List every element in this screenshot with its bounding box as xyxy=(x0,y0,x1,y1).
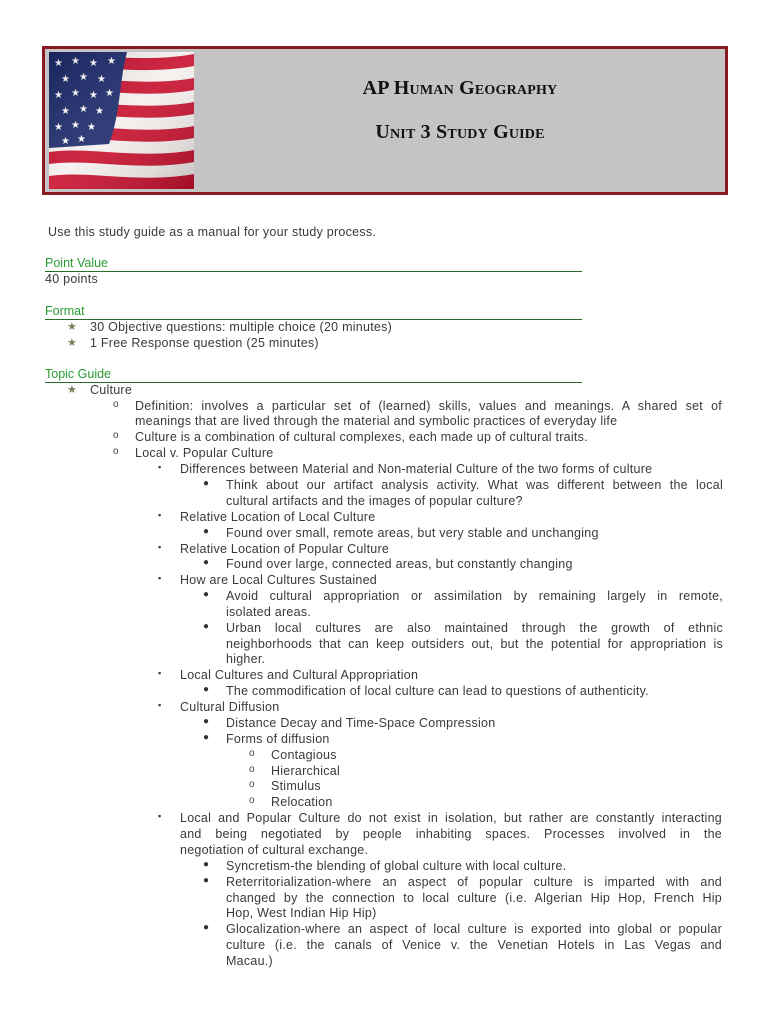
circle-bullet-icon: o xyxy=(113,399,119,410)
header-banner xyxy=(42,46,728,195)
circle-bullet-icon: o xyxy=(249,748,255,759)
reterr-line: Reterritorialization-where an aspect of popular culture is imparted with and xyxy=(226,875,722,889)
rel-local-text: Relative Location of Local Culture xyxy=(180,510,376,524)
appropriation-text: Local Cultures and Cultural Appropriation xyxy=(180,668,419,682)
dot-bullet-icon: ● xyxy=(203,732,210,743)
syncretism-text: Syncretism-the blending of global culture with local culture. xyxy=(226,859,567,873)
dot-bullet-icon: ● xyxy=(203,922,210,933)
artifact-line: Think about our artifact analysis activity. What was different between the local xyxy=(226,478,723,492)
glocal-line: culture (i.e. the canals of Venice v. the Venetian Hotels in Las Vegas and xyxy=(226,938,722,952)
differences-text: Differences between Material and Non-material Culture of the two forms of culture xyxy=(180,462,653,476)
local-v-popular: Local v. Popular Culture xyxy=(135,446,274,460)
definition-line: Definition: involves a particular set of (learned) skills, values and meanings. A shared set of xyxy=(135,399,722,413)
dot-bullet-icon: ● xyxy=(203,716,210,727)
rel-popular-detail: Found over large, connected areas, but constantly changing xyxy=(226,557,573,571)
square-bullet-icon: ▪ xyxy=(158,462,162,472)
square-bullet-icon: ▪ xyxy=(158,668,162,678)
dot-bullet-icon: ● xyxy=(203,526,210,537)
reterr-line: changed by the connection to local culture (i.e. Algerian Hip Hop, French Hip xyxy=(226,891,722,905)
circle-bullet-icon: o xyxy=(113,430,119,441)
interacting-line: and being negotiated by people inhabiting spaces. Processes involved in the xyxy=(180,827,722,841)
circle-bullet-icon: o xyxy=(249,779,255,790)
format-item: 1 Free Response question (25 minutes) xyxy=(90,336,319,350)
american-flag-image xyxy=(49,52,194,189)
star-bullet-icon: ★ xyxy=(67,384,77,396)
point-value: 40 points xyxy=(45,272,98,286)
dot-bullet-icon: ● xyxy=(203,684,210,695)
glocal-line: Glocalization-where an aspect of local culture is exported into global or popular xyxy=(226,922,722,936)
sustained-text: How are Local Cultures Sustained xyxy=(180,573,377,587)
dot-bullet-icon: ● xyxy=(203,478,210,489)
document-title: AP Human Geography xyxy=(362,77,558,99)
intro-text: Use this study guide as a manual for your study process. xyxy=(48,225,377,239)
square-bullet-icon: ▪ xyxy=(158,542,162,552)
star-bullet-icon: ★ xyxy=(67,321,77,333)
distance-decay-text: Distance Decay and Time-Space Compression xyxy=(226,716,496,730)
urban-line: higher. xyxy=(226,652,266,666)
interacting-line: negotiation of cultural exchange. xyxy=(180,843,369,857)
circle-bullet-icon: o xyxy=(249,795,255,806)
complexes-text: Culture is a combination of cultural complexes, each made up of cultural traits. xyxy=(135,430,588,444)
dot-bullet-icon: ● xyxy=(203,589,210,600)
avoid-line: Avoid cultural appropriation or assimilation by remaining largely in remote, xyxy=(226,589,723,603)
reterr-line: Hop, West Indian Hip Hip) xyxy=(226,906,377,920)
square-bullet-icon: ▪ xyxy=(158,510,162,520)
diffusion-form: Stimulus xyxy=(271,779,321,793)
urban-line: neighborhoods that can keep outsiders out, but the potential for appropriation is xyxy=(226,637,723,651)
circle-bullet-icon: o xyxy=(249,764,255,775)
definition-line: meanings that are lived through the material and symbolic practices of everyday life xyxy=(135,414,618,428)
dot-bullet-icon: ● xyxy=(203,557,210,568)
glocal-line: Macau.) xyxy=(226,954,273,968)
avoid-line: isolated areas. xyxy=(226,605,312,619)
format-item: 30 Objective questions: multiple choice (20 minutes) xyxy=(90,320,393,334)
dot-bullet-icon: ● xyxy=(203,875,210,886)
diffusion-form: Contagious xyxy=(271,748,337,762)
rel-popular-text: Relative Location of Popular Culture xyxy=(180,542,390,556)
diffusion-text: Cultural Diffusion xyxy=(180,700,280,714)
star-bullet-icon: ★ xyxy=(67,337,77,349)
rel-local-detail: Found over small, remote areas, but very stable and unchanging xyxy=(226,526,599,540)
topic-guide-heading: Topic Guide xyxy=(45,367,582,383)
forms-text: Forms of diffusion xyxy=(226,732,330,746)
square-bullet-icon: ▪ xyxy=(158,811,162,821)
commodification-text: The commodification of local culture can lead to questions of authenticity. xyxy=(226,684,649,698)
artifact-line: cultural artifacts and the images of popular culture? xyxy=(226,494,523,508)
dot-bullet-icon: ● xyxy=(203,621,210,632)
diffusion-form: Relocation xyxy=(271,795,333,809)
square-bullet-icon: ▪ xyxy=(158,573,162,583)
square-bullet-icon: ▪ xyxy=(158,700,162,710)
topic-culture: Culture xyxy=(90,383,133,397)
format-heading: Format xyxy=(45,304,582,320)
urban-line: Urban local cultures are also maintained through the growth of ethnic xyxy=(226,621,723,635)
document-subtitle: Unit 3 Study Guide xyxy=(375,121,545,143)
interacting-line: Local and Popular Culture do not exist in isolation, but rather are constantly interacting xyxy=(180,811,722,825)
dot-bullet-icon: ● xyxy=(203,859,210,870)
circle-bullet-icon: o xyxy=(113,446,119,457)
diffusion-form: Hierarchical xyxy=(271,764,340,778)
point-value-heading: Point Value xyxy=(45,256,582,272)
